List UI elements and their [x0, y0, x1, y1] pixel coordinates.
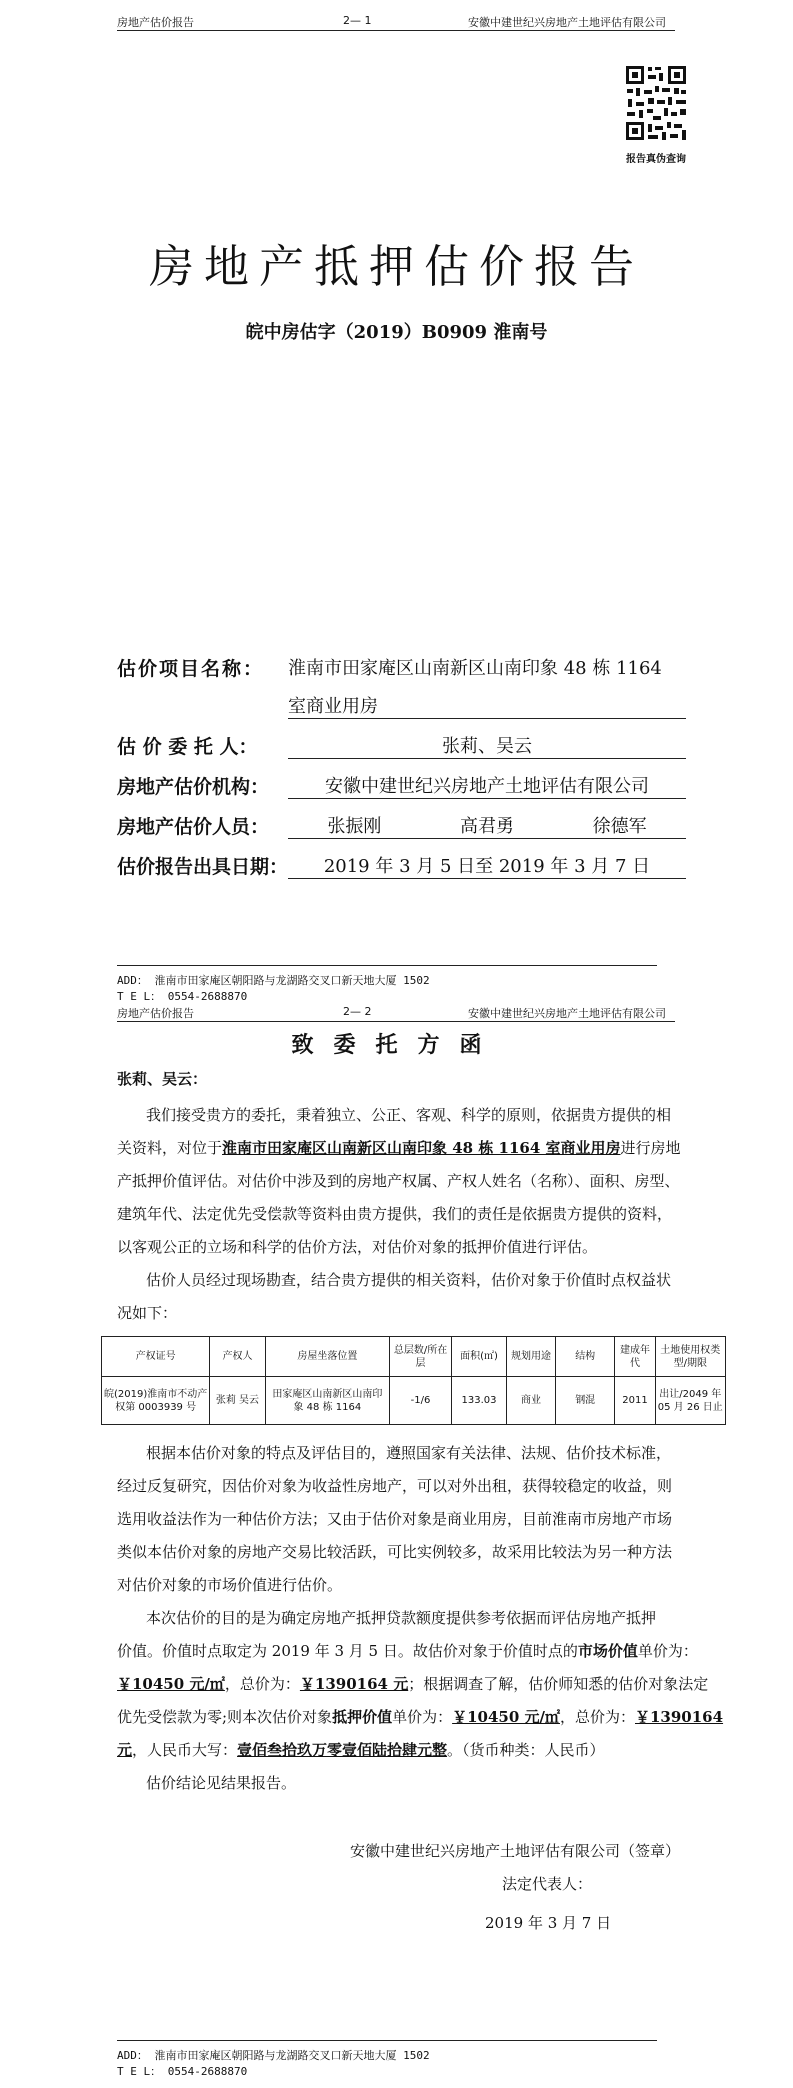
- qr-code-icon[interactable]: [624, 64, 688, 142]
- table-header: 总层数/所在层: [390, 1337, 452, 1377]
- project-name-label: 估价项目名称：: [117, 658, 265, 680]
- table-cell: 钢混: [555, 1377, 615, 1425]
- table-header: 面积(㎡): [451, 1337, 506, 1377]
- appraisers-value: [288, 812, 686, 839]
- para3-line2: 经过反复研究，因估价对象为收益性房地产，可以对外出租，获得较稳定的收益，则: [117, 1477, 673, 1495]
- appraiser-name: 张振刚: [327, 816, 382, 837]
- appraiser-name: 高君勇: [459, 816, 514, 837]
- page1-footer-rule: [117, 965, 657, 966]
- signature-legal-rep: 法定代表人：: [502, 1875, 593, 1893]
- project-name-value-line1: 淮南市田家庵区山南新区山南印象 48 栋 1164: [288, 658, 662, 679]
- page2-footer-address: ADD： 淮南市田家庵区朝阳路与龙湖路交叉口新天地大厦 1502: [117, 2049, 430, 2062]
- para4-line1: 本次估价的目的是为确定房地产抵押贷款额度提供参考依据而评估房地产抵押: [146, 1609, 657, 1627]
- mortgage-total-price: ￥1390164: [635, 1708, 724, 1726]
- qr-caption: 报告真伪查询: [626, 154, 686, 165]
- table-cell: 133.03: [451, 1377, 506, 1425]
- page2-header-left: 房地产估价报告: [117, 1007, 194, 1020]
- appraiser-name: 徐德军: [592, 816, 647, 837]
- para5: 估价结论见结果报告。: [146, 1774, 297, 1792]
- table-cell: 田家庵区山南新区山南印象 48 栋 1164: [265, 1377, 390, 1425]
- page1-header-right: 安徽中建世纪兴房地产土地评估有限公司: [468, 16, 666, 29]
- table-row: [102, 1377, 726, 1425]
- table-header: 建成年代: [615, 1337, 655, 1377]
- market-unit-price: ￥10450 元/㎡: [117, 1675, 225, 1693]
- table-cell: -1/6: [390, 1377, 452, 1425]
- page2-header-rule: [117, 1021, 675, 1022]
- page1-header-rule: [117, 30, 675, 31]
- page2-header-page-number: 2— 2: [343, 1005, 372, 1018]
- para4-line4: 优先受偿款为零;则本次估价对象抵押价值单价为：￥10450 元/㎡，总价为：￥1390164: [117, 1708, 724, 1726]
- para4-line3: ￥10450 元/㎡，总价为：￥1390164 元；根据调查了解，估价师知悉的估价对象法定: [117, 1675, 709, 1693]
- amount-in-words: 壹佰叁拾玖万零壹佰陆拾肆元整: [237, 1741, 448, 1759]
- table-cell: 2011: [615, 1377, 655, 1425]
- client-value: 张莉、吴云: [288, 732, 686, 759]
- market-total-price: ￥1390164 元: [299, 1675, 409, 1693]
- page2-footer-tel: T E L： 0554-2688870: [117, 2065, 248, 2078]
- salutation: 张莉、吴云：: [117, 1070, 208, 1088]
- project-name-value-line2: 室商业用房: [288, 692, 686, 719]
- table-header: 规划用途: [507, 1337, 556, 1377]
- table-header: 结构: [555, 1337, 615, 1377]
- table-cell: 张莉 吴云: [210, 1377, 265, 1425]
- document-number: 皖中房估字（2019）B0909 淮南号: [245, 322, 548, 343]
- mortgage-value-label: 抵押价值: [332, 1708, 393, 1726]
- para2-line2: 况如下：: [117, 1304, 178, 1322]
- para1-line1: 我们接受贵方的委托，秉着独立、公正、客观、科学的原则，依据贵方提供的相: [146, 1106, 672, 1124]
- appraisers-label: 房地产估价人员：: [117, 816, 270, 838]
- letter-title: 致委托方函: [291, 1032, 502, 1058]
- para4-line5: 元，人民币大写：壹佰叁拾玖万零壹佰陆拾肆元整。（货币种类：人民币）: [117, 1741, 605, 1759]
- page1-footer-address: ADD： 淮南市田家庵区朝阳路与龙湖路交叉口新天地大厦 1502: [117, 974, 430, 987]
- agency-label: 房地产估价机构：: [117, 776, 270, 798]
- property-address-bold: 淮南市田家庵区山南新区山南印象 48 栋 1164 室商业用房: [222, 1139, 621, 1157]
- para2-line1: 估价人员经过现场勘查，结合贵方提供的相关资料，估价对象于价值时点权益状: [146, 1271, 672, 1289]
- table-cell: 商业: [507, 1377, 556, 1425]
- page1-header-page-number: 2— 1: [343, 14, 372, 27]
- report-date-label: 估价报告出具日期：: [117, 856, 289, 878]
- page1-header-left: 房地产估价报告: [117, 16, 194, 29]
- para3-line5: 对估价对象的市场价值进行估价。: [117, 1576, 343, 1594]
- agency-value: 安徽中建世纪兴房地产土地评估有限公司: [288, 772, 686, 799]
- mortgage-unit-price: ￥10450 元/㎡: [452, 1708, 560, 1726]
- para3-line3: 选用收益法作为一种估价方法；又由于估价对象是商业用房，目前淮南市房地产市场: [117, 1510, 673, 1528]
- para1-line3: 产抵押价值评估。对估价中涉及到的房地产权属、产权人姓名（名称）、面积、房型、: [117, 1172, 680, 1190]
- para1-line4: 建筑年代、法定优先受偿款等资料由贵方提供，我们的责任是依据贵方提供的资料，: [117, 1205, 673, 1223]
- page1-footer-tel: T E L： 0554-2688870: [117, 990, 248, 1003]
- table-header: 产权人: [210, 1337, 265, 1377]
- page2-footer-rule: [117, 2040, 657, 2041]
- para3-line1: 根据本估价对象的特点及评估目的，遵照国家有关法律、法规、估价技术标准，: [146, 1444, 672, 1462]
- mortgage-total-price-end: 元: [117, 1741, 133, 1759]
- table-header: 产权证号: [102, 1337, 210, 1377]
- para4-line2: 价值。价值时点取定为 2019 年 3 月 5 日。故估价对象于价值时点的市场价值单价为：: [117, 1642, 698, 1660]
- property-table: [101, 1336, 726, 1425]
- signature-company: 安徽中建世纪兴房地产土地评估有限公司（签章）: [350, 1842, 681, 1860]
- para1-line2: 关资料，对位于淮南市田家庵区山南新区山南印象 48 栋 1164 室商业用房进行房地: [117, 1139, 681, 1157]
- page2-header-right: 安徽中建世纪兴房地产土地评估有限公司: [468, 1007, 666, 1020]
- para3-line4: 类似本估价对象的房地产交易比较活跃，可比实例较多，故采用比较法为另一种方法: [117, 1543, 673, 1561]
- table-cell: 出让/2049 年 05 月 26 日止: [655, 1377, 725, 1425]
- client-label: 估 价 委 托 人：: [117, 736, 258, 758]
- report-date-value: 2019 年 3 月 5 日至 2019 年 3 月 7 日: [288, 852, 686, 879]
- para1-line5: 以客观公正的立场和科学的估价方法，对估价对象的抵押价值进行评估。: [117, 1238, 598, 1256]
- table-header: 土地使用权类型/期限: [655, 1337, 725, 1377]
- signature-date: 2019 年 3 月 7 日: [485, 1914, 612, 1932]
- table-header: 房屋坐落位置: [265, 1337, 390, 1377]
- report-title: 房地产抵押估价报告: [148, 240, 644, 293]
- table-cell: 皖(2019)淮南市不动产权第 0003939 号: [102, 1377, 210, 1425]
- market-value-label: 市场价值: [577, 1642, 638, 1660]
